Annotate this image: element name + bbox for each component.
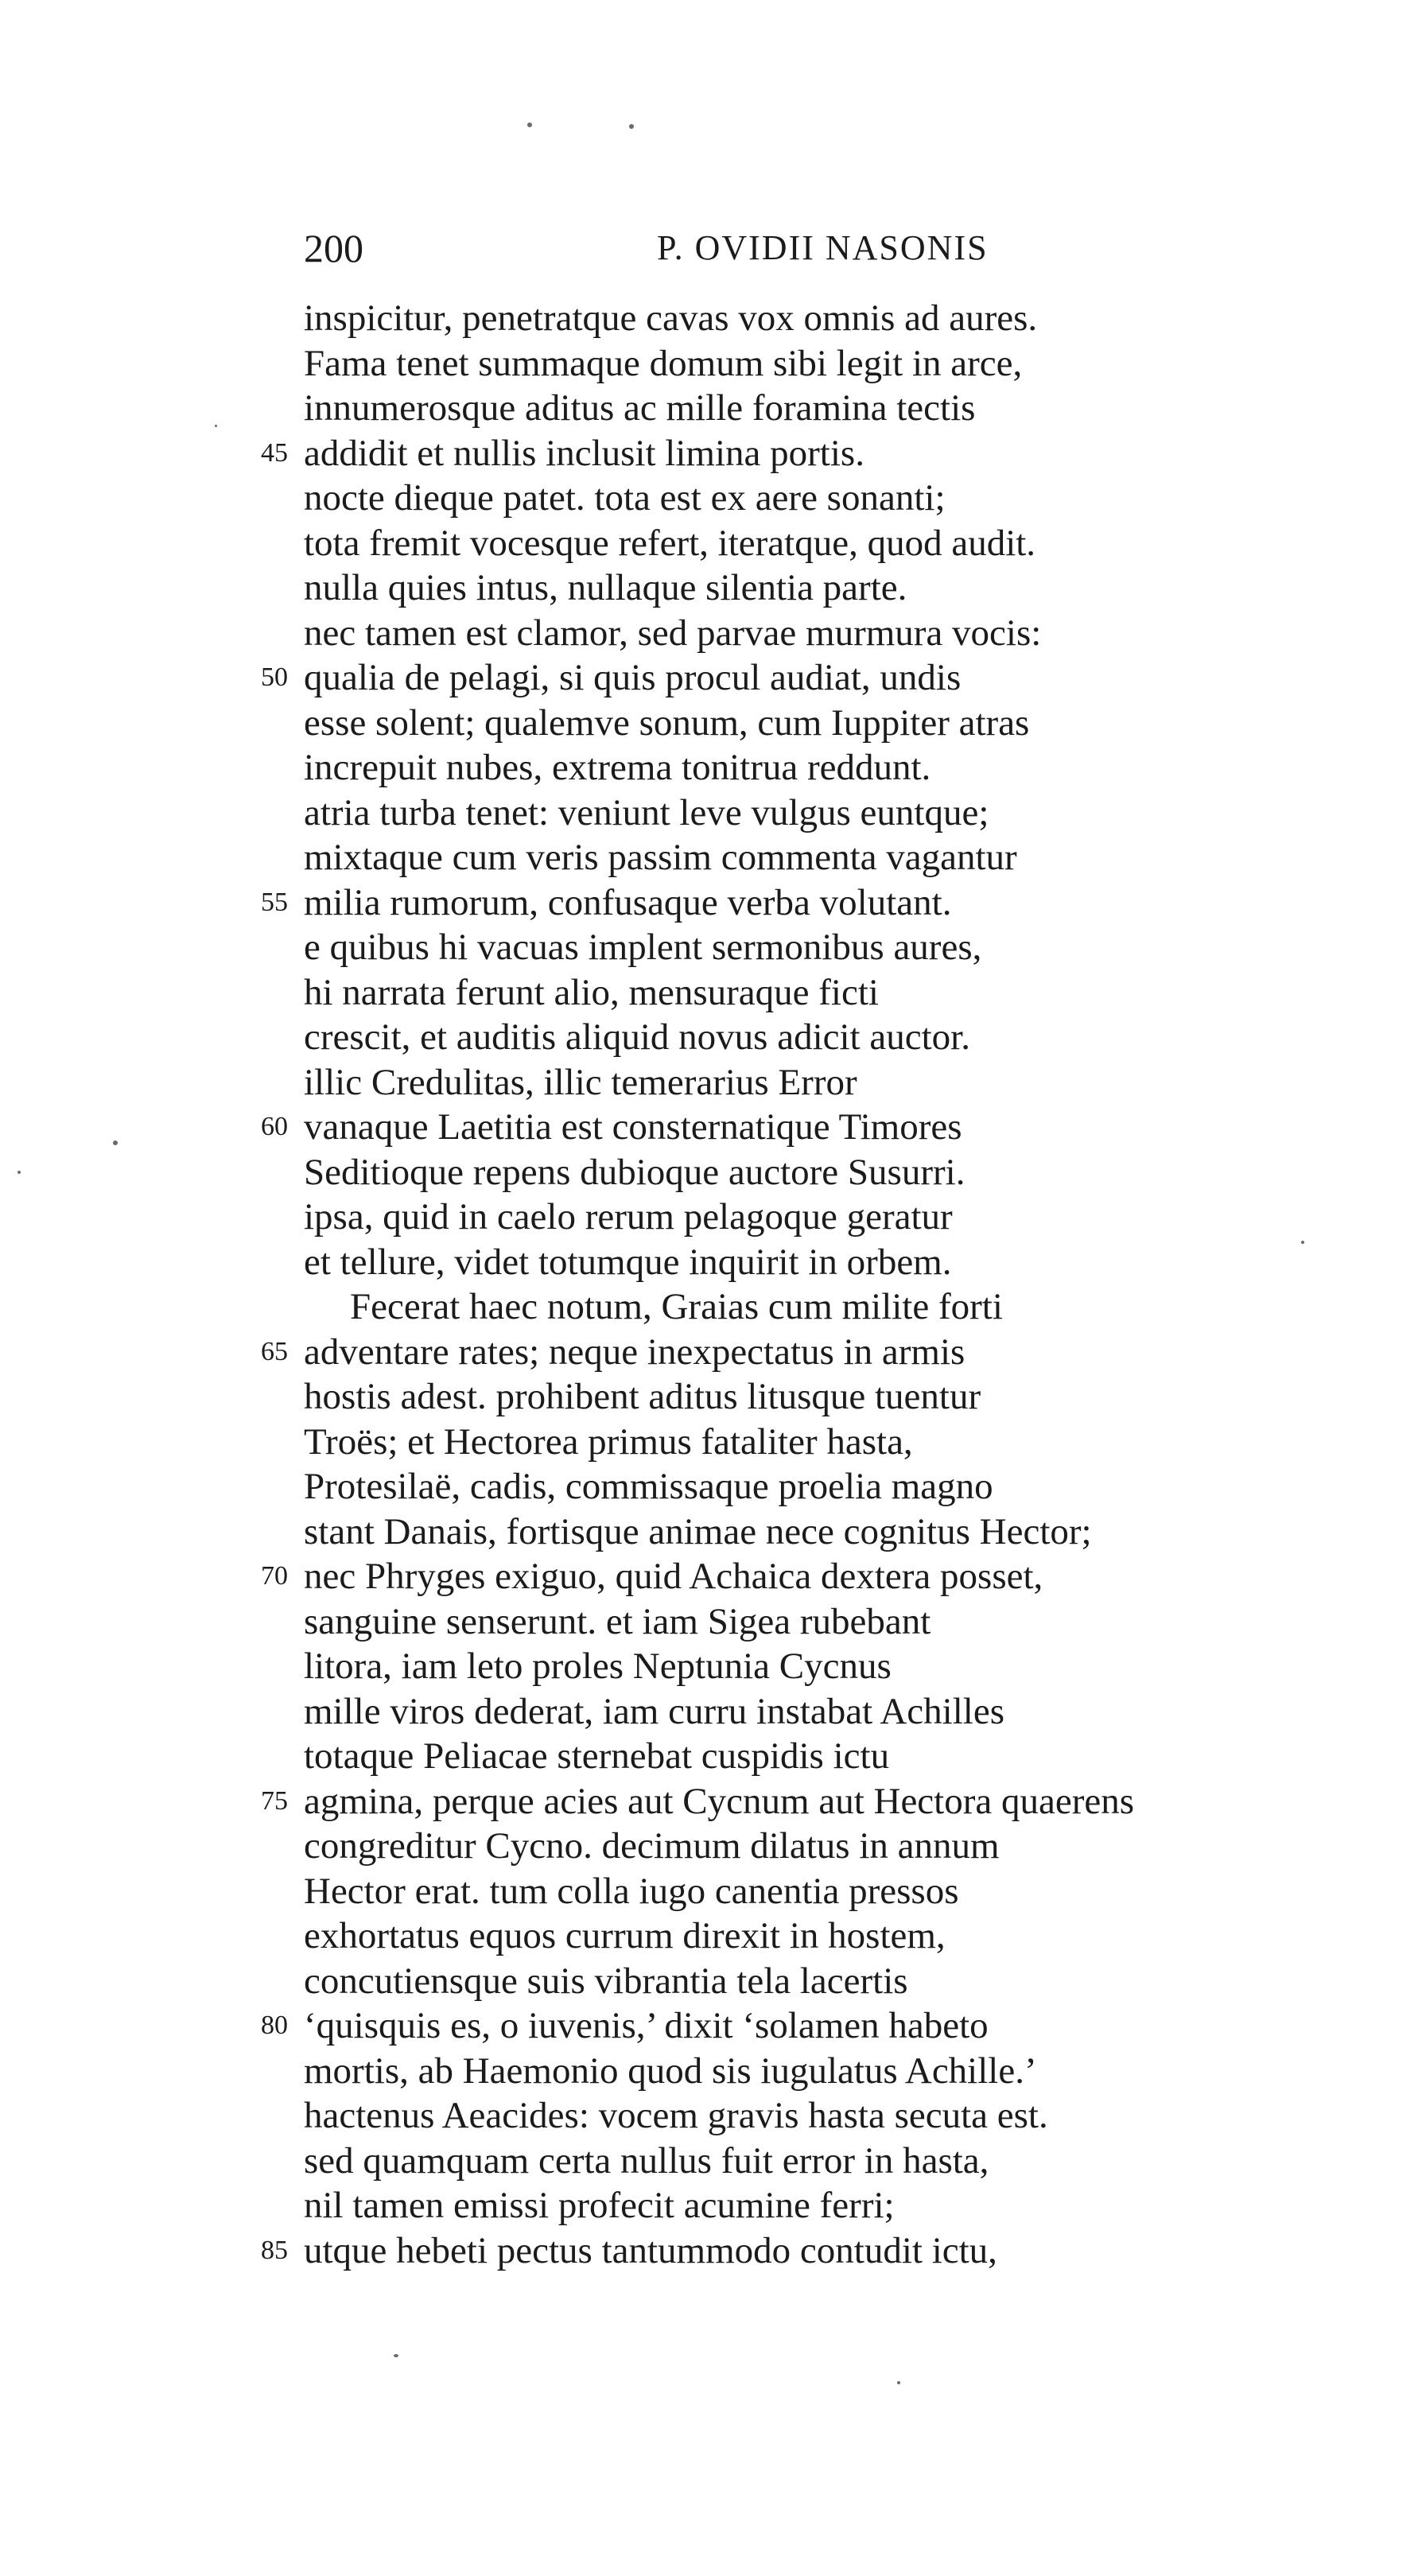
verse-line [0, 1105, 1422, 1150]
verse-line [0, 655, 1422, 701]
line-number: 50 [261, 662, 288, 692]
print-speck [527, 122, 532, 127]
verse-line [0, 2093, 1422, 2139]
verse-text-line: esse solent; qualemve sonum, cum Iuppiter atras [304, 701, 1030, 744]
verse-line [0, 1240, 1422, 1285]
verse-line [0, 1464, 1422, 1509]
verse-text-line: hi narrata ferunt alio, mensuraque ficti [304, 971, 879, 1013]
verse-text-line: litora, iam leto proles Neptunia Cycnus [304, 1645, 892, 1687]
line-number: 65 [261, 1336, 288, 1366]
verse-line [0, 1734, 1422, 1779]
verse-line [0, 611, 1422, 656]
verse-line [0, 1195, 1422, 1240]
verse-text-line: Troës; et Hectorea primus fataliter hasta, [304, 1420, 913, 1463]
verse-text-line: ‘quisquis es, o iuvenis,’ dixit ‘solamen habeto [304, 2005, 989, 2046]
verse-text-line: adventare rates; neque inexpectatus in armis [304, 1331, 965, 1373]
line-number: 75 [261, 1785, 288, 1816]
verse-line [0, 2183, 1422, 2228]
verse-text-line: atria turba tenet: veniunt leve vulgus euntque; [304, 791, 989, 833]
verse-line [0, 1644, 1422, 1689]
verse-text-line: nocte dieque patet. tota est ex aere sonanti; [304, 477, 946, 519]
verse-line [0, 1824, 1422, 1869]
verse-line [0, 386, 1422, 431]
verse-text-line: sanguine senserunt. et iam Sigea rubebant [304, 1600, 931, 1642]
verse-line [0, 1869, 1422, 1914]
verse-line [0, 970, 1422, 1016]
verse-line [0, 880, 1422, 926]
verse-text-line: inspicitur, penetratque cavas vox omnis ad aures. [304, 297, 1038, 339]
verse-line [0, 1150, 1422, 1195]
verse-line [0, 1330, 1422, 1375]
verse-line [0, 1015, 1422, 1060]
verse-line [0, 1959, 1422, 2004]
verse-text-line: Seditioque repens dubioque auctore Susurri. [304, 1151, 965, 1193]
verse-text-line: increpuit nubes, extrema tonitrua reddunt. [304, 747, 931, 788]
verse-text-line: sed quamquam certa nullus fuit error in hasta, [304, 2139, 989, 2182]
verse-line [0, 701, 1422, 746]
verse-line [0, 1689, 1422, 1735]
verse-text-line: agmina, perque acies aut Cycnum aut Hectora quaerens [304, 1780, 1135, 1822]
verse-text-line: e quibus hi vacuas implent sermonibus aures, [304, 927, 982, 968]
running-head: P. OVIDII NASONIS [657, 228, 989, 267]
verse-line [0, 296, 1422, 341]
verse-text-line: nulla quies intus, nullaque silentia parte. [304, 567, 907, 608]
line-number: 70 [261, 1561, 288, 1591]
print-speck [629, 124, 634, 129]
verse-line [0, 745, 1422, 791]
verse-text-line: crescit, et auditis aliquid novus adicit auctor. [304, 1016, 970, 1058]
verse-text-line: hactenus Aeacides: vocem gravis hasta secuta est. [304, 2095, 1048, 2136]
verse-line [0, 1374, 1422, 1420]
verse-text-line: innumerosque aditus ac mille foramina tectis [304, 387, 976, 429]
verse-text-line: nec Phryges exiguo, quid Achaica dextera posset, [304, 1556, 1043, 1597]
verse-line [0, 925, 1422, 970]
verse-line [0, 1509, 1422, 1555]
verse-text-line: Hector erat. tum colla iugo canentia pressos [304, 1870, 959, 1912]
verse-text-line: concutiensque suis vibrantia tela lacertis [304, 1960, 908, 2002]
verse-text-line: exhortatus equos currum direxit in hostem, [304, 1915, 946, 1956]
verse-text-line: congreditur Cycno. decimum dilatus in annum [304, 1825, 1000, 1867]
verse-text-line: Protesilaë, cadis, commissaque proelia magno [304, 1466, 993, 1507]
verse-line [0, 1599, 1422, 1645]
verse-text-line: nil tamen emissi profecit acumine ferri; [304, 2185, 895, 2226]
verse-line [0, 2003, 1422, 2049]
verse-text-line: nec tamen est clamor, sed parvae murmura vocis: [304, 612, 1042, 654]
line-number: 55 [261, 887, 288, 917]
print-speck [394, 2354, 398, 2357]
verse-line [0, 431, 1422, 476]
verse-line [0, 835, 1422, 880]
verse-line [0, 1779, 1422, 1824]
verse-line [0, 341, 1422, 387]
verse-text-line: illic Credulitas, illic temerarius Error [304, 1061, 857, 1103]
verse-text-line: hostis adest. prohibent aditus litusque tuentur [304, 1376, 981, 1417]
verse-line [0, 1060, 1422, 1105]
verse-text-line: Fama tenet summaque domum sibi legit in arce, [304, 342, 1023, 384]
verse-text [0, 296, 1422, 2273]
verse-line [0, 521, 1422, 566]
verse-text-line: milia rumorum, confusaque verba volutant. [304, 881, 952, 923]
verse-line [0, 2228, 1422, 2274]
verse-text-line: tota fremit vocesque refert, iteratque, quod audit. [304, 522, 1036, 564]
verse-line [0, 1420, 1422, 1465]
verse-text-line: Fecerat haec notum, Graias cum milite forti [350, 1286, 1003, 1327]
verse-line [0, 791, 1422, 836]
verse-text-line: vanaque Laetitia est consternatique Timores [304, 1106, 962, 1148]
line-number: 85 [261, 2235, 288, 2265]
verse-text-line: mixtaque cum veris passim commenta vagantur [304, 837, 1017, 878]
verse-text-line: qualia de pelagi, si quis procul audiat, undis [304, 657, 962, 698]
line-number: 45 [261, 437, 288, 468]
page-header [304, 224, 1099, 272]
line-number: 60 [261, 1112, 288, 1141]
verse-text-line: addidit et nullis inclusit limina portis. [304, 432, 864, 474]
verse-line [0, 565, 1422, 611]
verse-text-line: mortis, ab Haemonio quod sis iugulatus Achille.’ [304, 2050, 1037, 2092]
verse-line [0, 1554, 1422, 1599]
verse-line [0, 2139, 1422, 2184]
line-number: 80 [261, 2011, 288, 2040]
verse-line [0, 1914, 1422, 1959]
verse-text-line: ipsa, quid in caelo rerum pelagoque geratur [304, 1196, 953, 1237]
verse-line [0, 476, 1422, 521]
verse-text-line: totaque Peliacae sternebat cuspidis ictu [304, 1735, 890, 1777]
verse-line [0, 2049, 1422, 2094]
verse-text-line: utque hebeti pectus tantummodo contudit ictu, [304, 2229, 997, 2271]
page-number: 200 [304, 226, 363, 270]
verse-text-line: stant Danais, fortisque animae nece cognitus Hector; [304, 1510, 1092, 1552]
verse-line [0, 1284, 1422, 1330]
verse-text-line: et tellure, videt totumque inquirit in orbem. [304, 1241, 952, 1283]
print-speck [897, 2381, 900, 2384]
verse-text-line: mille viros dederat, iam curru instabat Achilles [304, 1690, 1004, 1732]
